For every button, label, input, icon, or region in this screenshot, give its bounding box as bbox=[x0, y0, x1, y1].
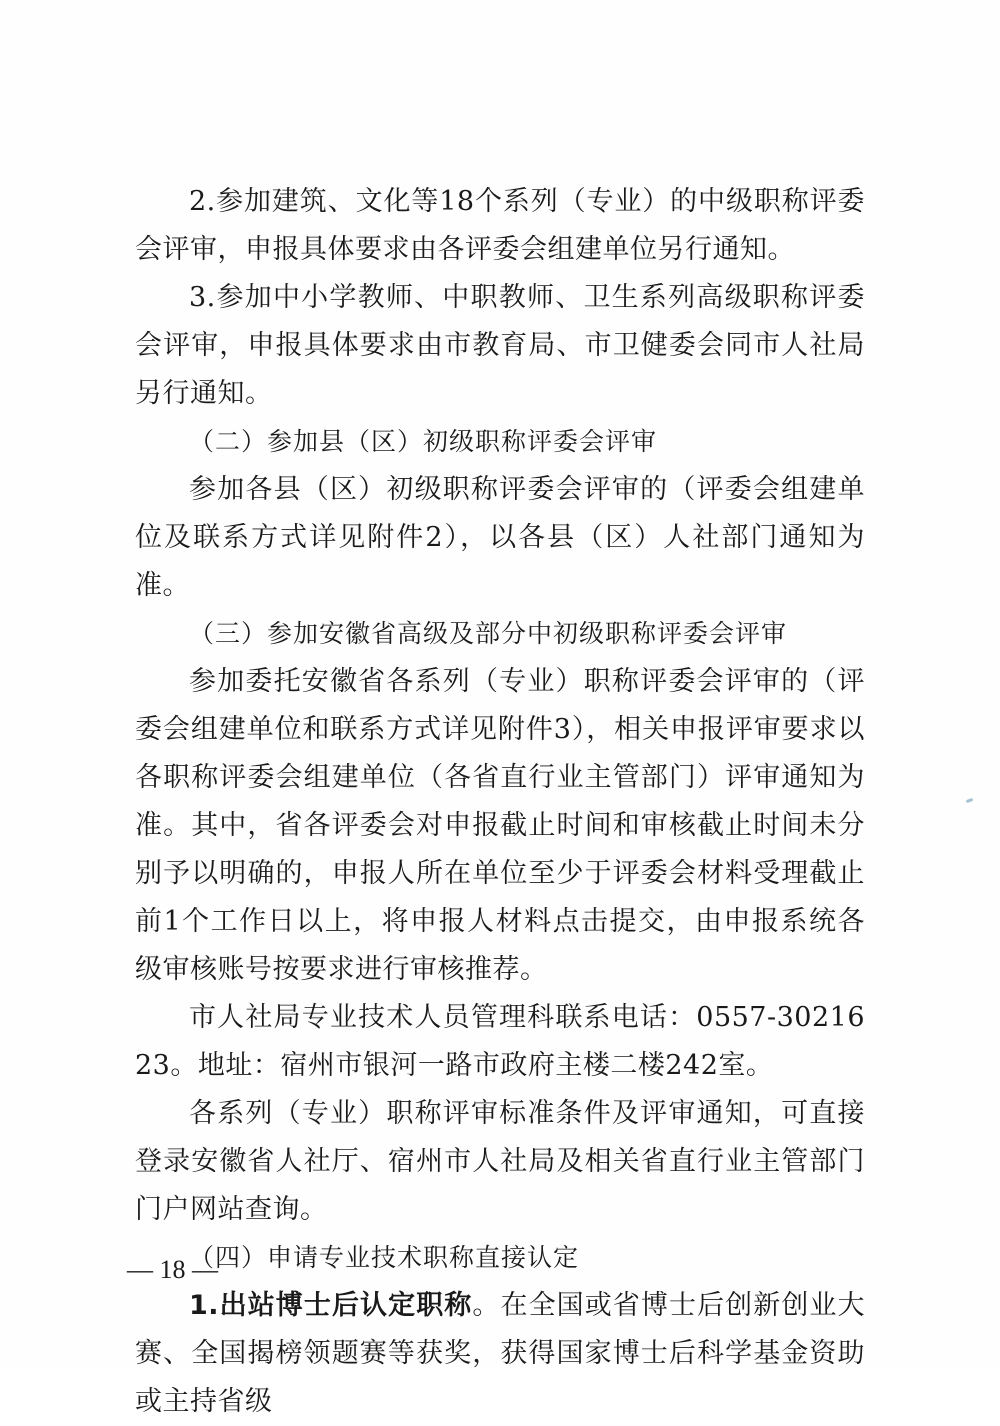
paragraph-province: 参加委托安徽省各系列（专业）职称评委会评审的（评委会组建单位和联系方式详见附件3），相关申报评审要求以各职称评委会组建单位（各省直行业主管部门）评审通知为准。其中，省各评委会对申报截止时间和审核截止时间未分别予以明确的，申报人所在单位至少于评委会材料受理截止前1个工作日以上，将申报人材料点击提交，由申报系统各级审核账号按要求进行审核推荐。 bbox=[135, 666, 865, 985]
postdoc-text: 。在全国或省博士后创新创业大赛、全国揭榜领题赛等获奖，获得国家博士后科学基金资助或主持省级 bbox=[135, 1290, 866, 1417]
scan-speck bbox=[966, 798, 974, 803]
paragraph-postdoc bbox=[135, 1282, 865, 1426]
section-heading-county: （二）参加县（区）初级职称评委会评审 bbox=[189, 427, 658, 456]
paragraph-query: 各系列（专业）职称评审标准条件及评审通知，可直接登录安徽省人社厅、宿州市人社局及相关省直行业主管部门门户网站查询。 bbox=[135, 1098, 865, 1225]
paragraph-item-2: 2.参加建筑、文化等18个系列（专业）的中级职称评委会评审，申报具体要求由各评委会组建单位另行通知。 bbox=[135, 186, 865, 265]
page-number: — 18 — bbox=[127, 1255, 218, 1284]
paragraph-county: 参加各县（区）初级职称评委会评审的（评委会组建单位及联系方式详见附件2），以各县（区）人社部门通知为准。 bbox=[135, 474, 865, 601]
paragraph-contact: 市人社局专业技术人员管理科联系电话：0557-3021623。地址：宿州市银河一路市政府主楼二楼242室。 bbox=[135, 1002, 865, 1081]
body-text bbox=[135, 178, 865, 1426]
postdoc-lead: 1.出站博士后认定职称 bbox=[189, 1290, 473, 1321]
section-heading-direct-recognition: （四）申请专业技术职称直接认定 bbox=[189, 1243, 580, 1272]
section-heading-province: （三）参加安徽省高级及部分中初级职称评委会评审 bbox=[189, 619, 788, 648]
paragraph-item-3: 3.参加中小学教师、中职教师、卫生系列高级职称评委会评审，申报具体要求由市教育局、市卫健委会同市人社局另行通知。 bbox=[135, 282, 865, 409]
